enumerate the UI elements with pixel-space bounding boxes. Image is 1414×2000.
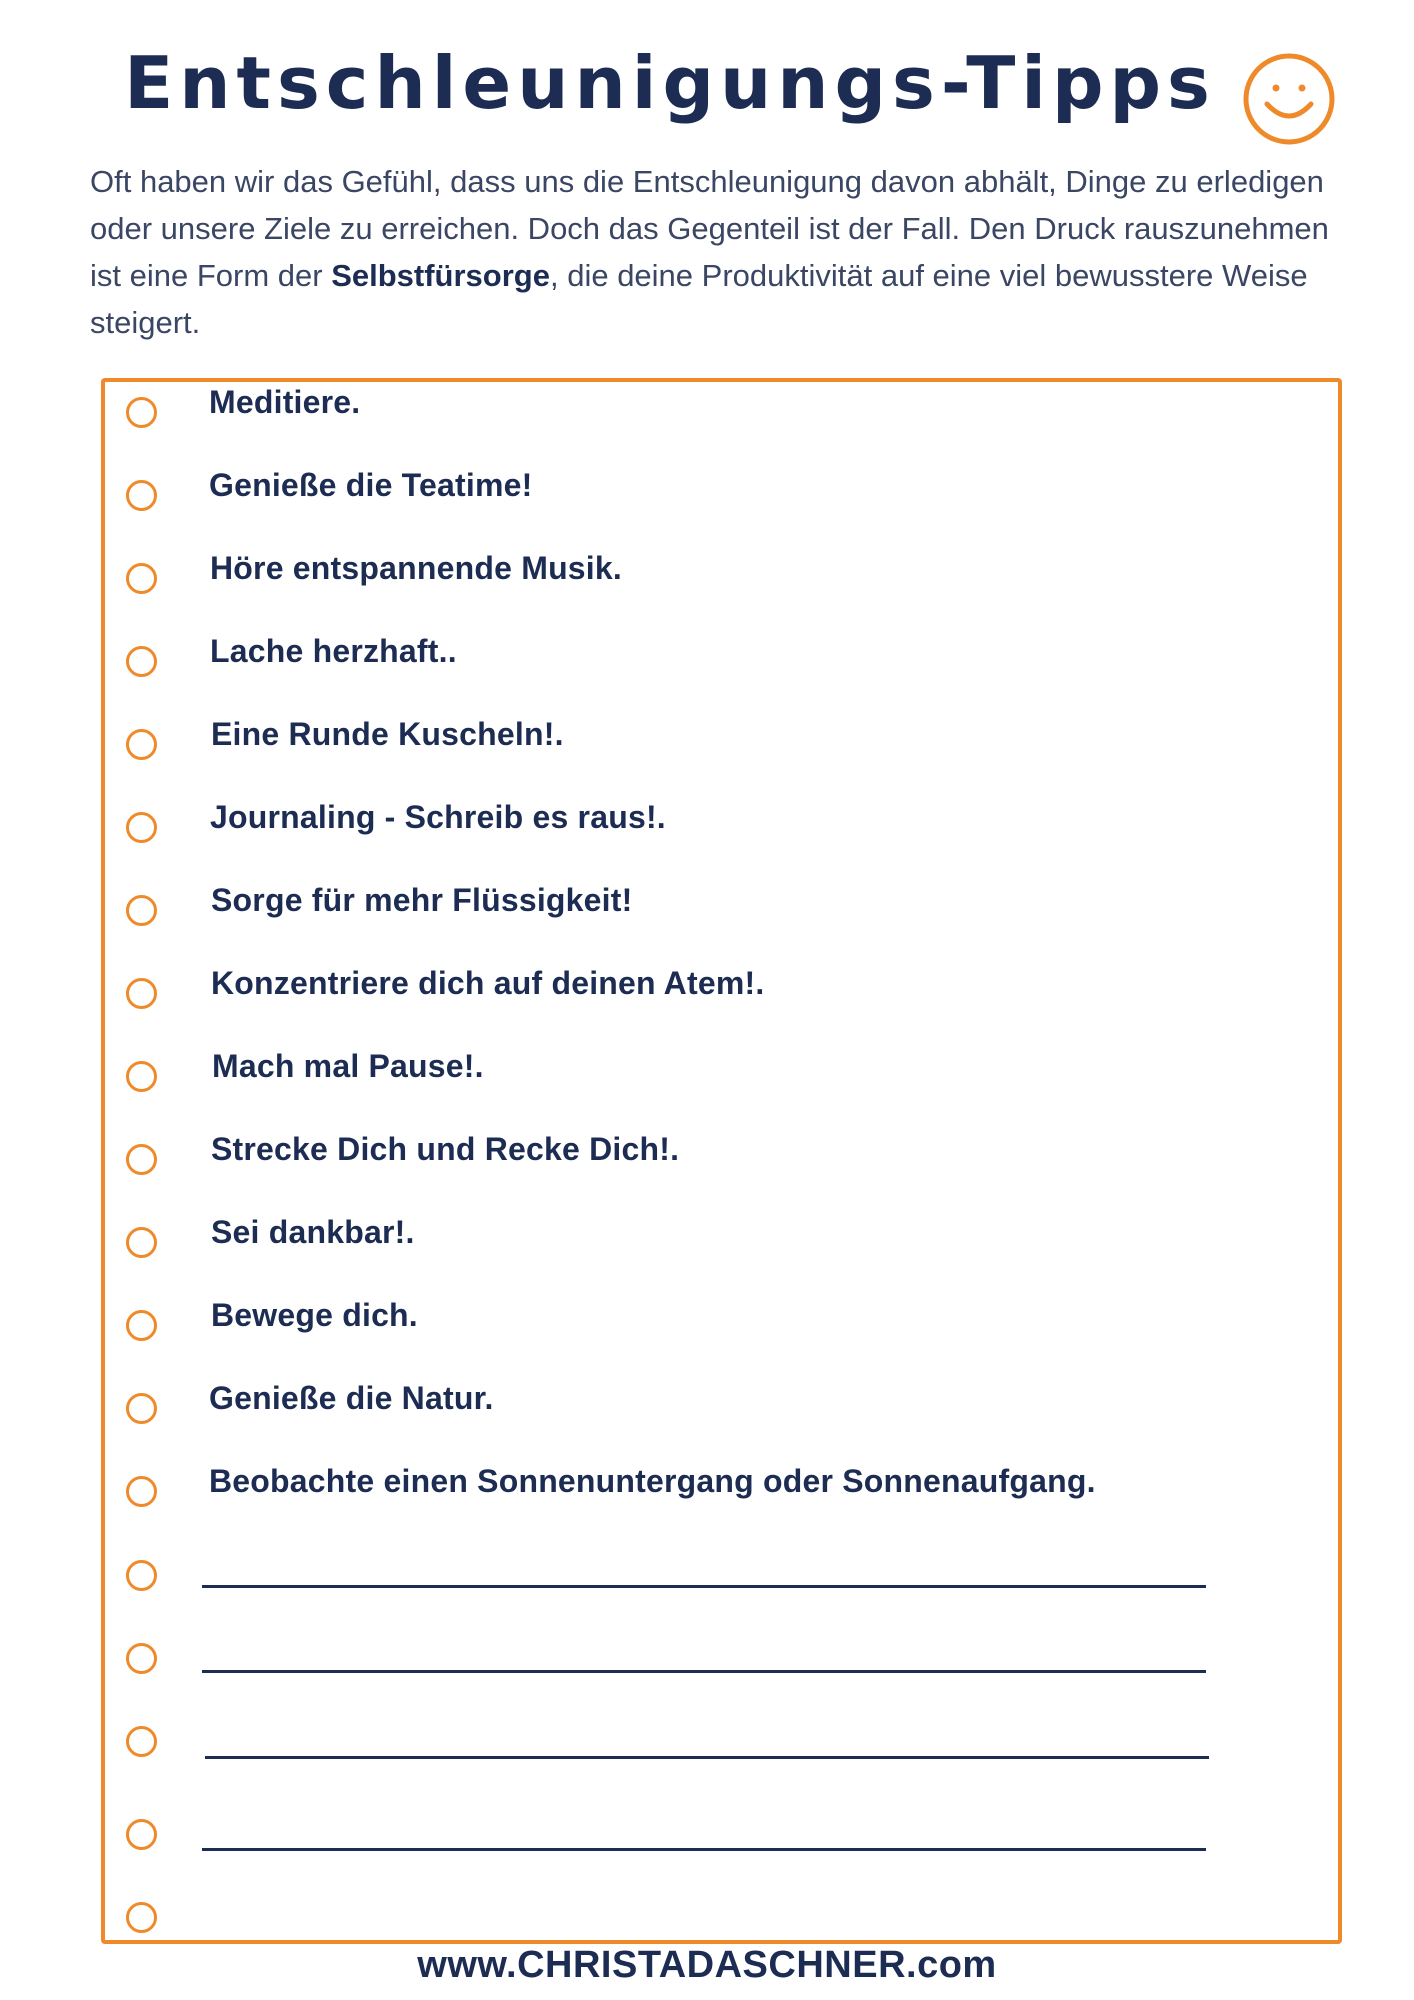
checkbox-circle[interactable] bbox=[126, 1227, 157, 1258]
intro-emphasis: Selbstfürsorge bbox=[331, 258, 550, 293]
checklist-item-label: Höre entspannende Musik. bbox=[210, 550, 622, 586]
checkbox-circle[interactable] bbox=[126, 397, 157, 428]
checklist-item-label: Strecke Dich und Recke Dich!. bbox=[211, 1131, 680, 1167]
checkbox-circle[interactable] bbox=[126, 1061, 157, 1092]
checkbox-circle[interactable] bbox=[126, 646, 157, 677]
checkbox-circle[interactable] bbox=[126, 978, 157, 1009]
checkbox-circle[interactable] bbox=[126, 729, 157, 760]
checkbox-circle[interactable] bbox=[126, 563, 157, 594]
checklist-item bbox=[0, 1380, 1414, 1453]
write-in-line[interactable] bbox=[205, 1756, 1209, 1759]
checkbox-circle[interactable] bbox=[126, 1310, 157, 1341]
checklist-item bbox=[0, 1131, 1414, 1204]
checkbox-circle[interactable] bbox=[126, 1902, 157, 1933]
checklist-item bbox=[0, 633, 1414, 706]
footer-website[interactable]: www.CHRISTADASCHNER.com bbox=[417, 1944, 997, 1986]
checklist-item bbox=[0, 467, 1414, 540]
checklist-item-label: Sei dankbar!. bbox=[211, 1214, 415, 1250]
checklist-item-label: Genieße die Natur. bbox=[209, 1380, 494, 1416]
checklist-item bbox=[0, 550, 1414, 623]
checkbox-circle[interactable] bbox=[126, 812, 157, 843]
checklist-blank-item bbox=[0, 1560, 1414, 1620]
checkbox-circle[interactable] bbox=[126, 1560, 157, 1591]
checklist-item-label: Beobachte einen Sonnenuntergang oder Sonnenaufgang. bbox=[209, 1463, 1096, 1499]
checklist-item-label: Meditiere. bbox=[209, 384, 361, 420]
checkbox-circle[interactable] bbox=[126, 895, 157, 926]
checklist-item bbox=[0, 1048, 1414, 1121]
checklist-item-label: Sorge für mehr Flüssigkeit! bbox=[211, 882, 633, 918]
checklist-item-label: Bewege dich. bbox=[211, 1297, 418, 1333]
checklist-item bbox=[0, 1463, 1414, 1536]
checklist-blank-item bbox=[0, 1643, 1414, 1703]
write-in-line[interactable] bbox=[202, 1670, 1206, 1673]
checklist-item-label: Journaling - Schreib es raus!. bbox=[210, 799, 666, 835]
checkbox-circle[interactable] bbox=[126, 1393, 157, 1424]
checkbox-circle[interactable] bbox=[126, 480, 157, 511]
smiley-face-icon bbox=[1242, 52, 1336, 146]
checkbox-circle[interactable] bbox=[126, 1144, 157, 1175]
checklist-item-label: Konzentriere dich auf deinen Atem!. bbox=[211, 965, 765, 1001]
checklist-item bbox=[0, 799, 1414, 872]
checklist-item-label: Eine Runde Kuscheln!. bbox=[211, 716, 564, 752]
checkbox-circle[interactable] bbox=[126, 1476, 157, 1507]
intro-text-end: , die deine Produktivität auf eine viel bewusstere Weise steigert. bbox=[90, 258, 1308, 340]
checkbox-circle[interactable] bbox=[126, 1819, 157, 1850]
checklist-item bbox=[0, 384, 1414, 457]
checklist-item-label: Mach mal Pause!. bbox=[212, 1048, 484, 1084]
checklist-item bbox=[0, 882, 1414, 955]
checklist-item bbox=[0, 1214, 1414, 1287]
checklist-item bbox=[0, 1297, 1414, 1370]
write-in-line[interactable] bbox=[202, 1848, 1206, 1851]
intro-text-start: Oft haben wir das Gefühl, dass uns die Entschleunigung davon abhält, Dinge zu erledigen oder unsere Ziele zu erreichen. Doch das Gegenteil ist der Fall. Den Druck rauszunehmen ist eine Form der bbox=[90, 164, 1329, 293]
intro-paragraph bbox=[90, 158, 1340, 346]
checklist-item-label: Lache herzhaft.. bbox=[210, 633, 457, 669]
checkbox-circle[interactable] bbox=[126, 1643, 157, 1674]
checklist-item bbox=[0, 965, 1414, 1038]
checklist-item bbox=[0, 716, 1414, 789]
checkbox-circle[interactable] bbox=[126, 1726, 157, 1757]
write-in-line[interactable] bbox=[202, 1585, 1206, 1588]
checklist-item-label: Genieße die Teatime! bbox=[209, 467, 533, 503]
page-title: Entschleunigungs-Tipps bbox=[124, 41, 1216, 125]
